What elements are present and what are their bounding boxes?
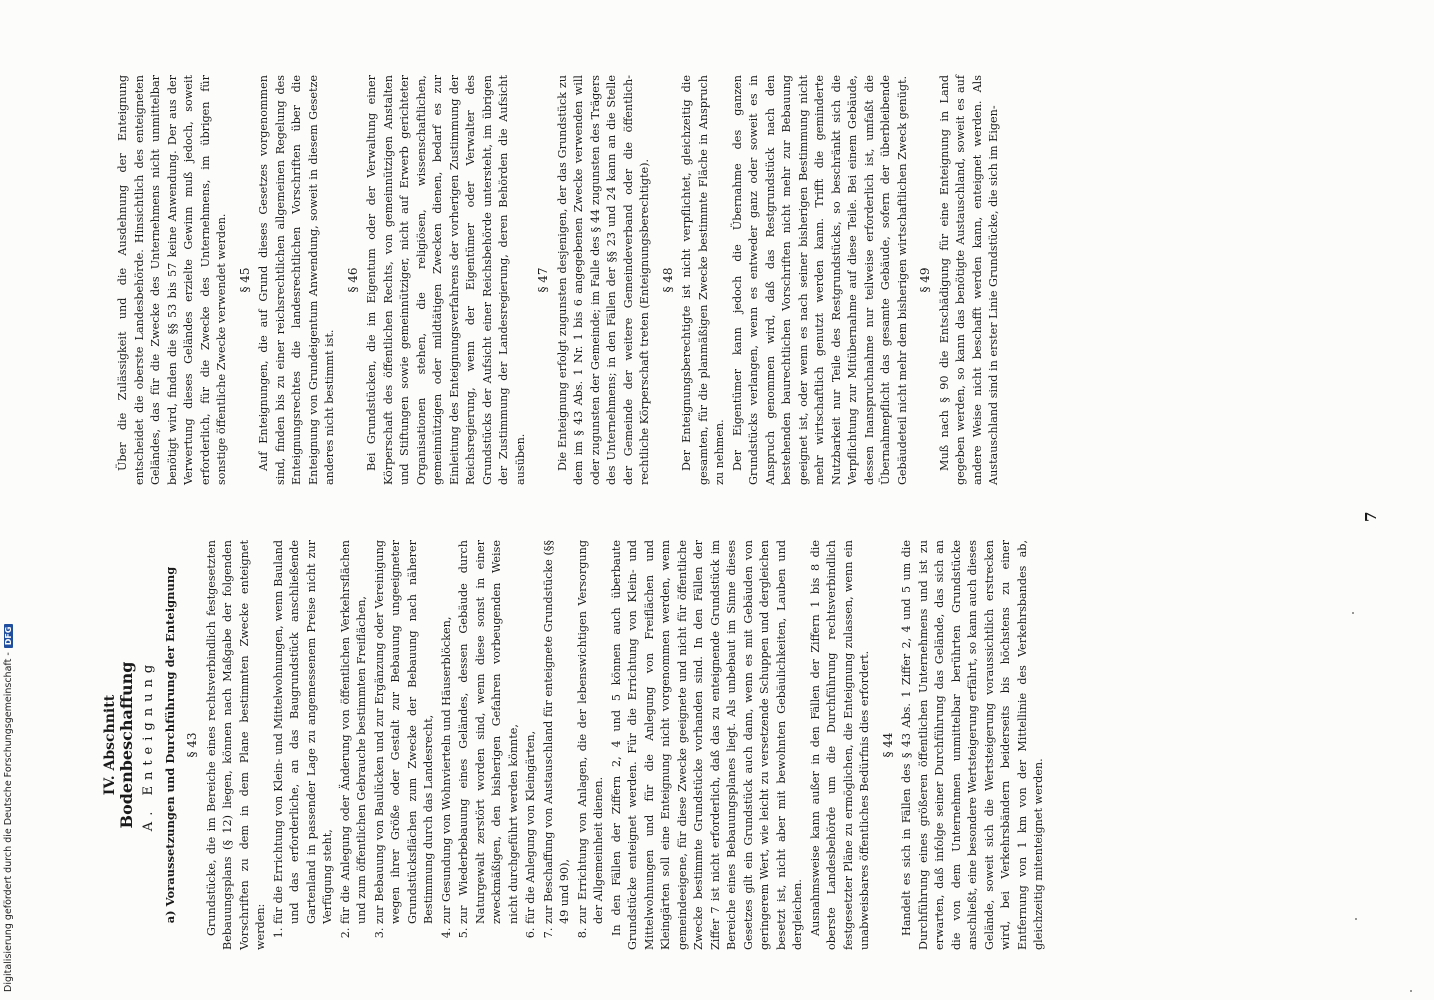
- section-label: § 45: [237, 267, 252, 293]
- paragraph: Ausnahmsweise kann außer in den Fällen der Ziffern 1 bis 8 die oberste Landesbehörde um die Durchführung rechtsverbindlich festgesetzter Pläne zu ermöglichen, die Enteignung zulassen, wenn ein unabweisbares öffentliches Bedürfnis dies erfordert.: [808, 540, 871, 950]
- subsection-heading: A. Enteignung: [141, 658, 156, 832]
- list-item: 8. zur Errichtung von Anlagen, die der lebenswichtigen Versorgung der Allgemeinheit dienen.: [575, 540, 608, 924]
- section-label: § 48: [660, 267, 675, 293]
- list-item: 2. für die Anlegung oder Änderung von öffentlichen Verkehrsflächen und zum öffentlichen Gebrauche bestimmten Freiflächen,: [338, 540, 371, 924]
- paragraph: Der Enteignungsberechtigte ist nicht verpflichtet, gleichzeitig die gesamten, für die planmäßigen Zwecke bestimmte Fläche in Anspruch zu nehmen.: [680, 75, 726, 485]
- list-item: 1. für die Errichtung von Klein- und Mittelwohnungen, wenn Bauland und das erforderliche, an das Baugrundstück anschließende Gartenland in passender Lage zu angemessenem Preise nicht zur Verfügung steht,: [271, 540, 337, 924]
- paragraph: Über die Zulässigkeit und die Ausdehnung der Enteignung entscheidet die oberste Landesbehörde. Hinsichtlich des enteigneten Geländes, das für die Zwecke des Unternehmens nicht unmittelbar benötigt wird, finden die §§ 53 bis 57 keine Anwendung. Der aus der Verwertung dieses Geländes erzielte Gewinn muß jedoch, soweit erforderlich, für die Zwecke des Unternehmens, im übrigen für sonstige öffentliche Zwecke verwendet werden.: [116, 75, 228, 485]
- left-column: [100, 540, 1390, 950]
- list-item: 3. zur Bebauung von Baulücken und zur Ergänzung oder Vereinigung wegen ihrer Größe oder Gestalt zur Bebauung ungeeigneter Grundstücksflächen zum Zwecke der Bebauung nach näherer Bestimmung durch das Landesrecht,: [372, 540, 438, 924]
- footer-text: Digitalisierung gefördert durch die Deutsche Forschungsgemeinschaft -: [3, 652, 14, 992]
- paragraph: Grundstücke, die im Bereiche eines rechtsverbindlich festgesetzten Bebauungsplans (§ 12) liegen, können nach Maßgabe der folgenden Vorschriften zu dem in dem Plane bestimmten Zwecke enteignet werden:: [204, 540, 267, 950]
- section-label: § 44: [880, 732, 895, 758]
- paragraph: Bei Grundstücken, die im Eigentum oder der Verwaltung einer Körperschaft des öffentlichen Rechts, von gemeinnützigen Anstalten und Stiftungen sowie gemeinnütziger, nicht auf Erwerb gerichteter Organisationen stehen, die religiösen, wissenschaftlichen, gemeinnützigen oder mildtätigen Zwecken dienen, bedarf es zur Einleitung des Enteignungsverfahrens der vorherigen Zustimmung der Reichsregierung, wenn der Eigentümer oder Verwalter des Grundstücks der Aufsicht einer Reichsbehörde untersteht, im übrigen der Zustimmung der Landesregierung, deren Behörden die Aufsicht ausüben.: [365, 75, 527, 485]
- paragraph: Auf Enteignungen, die auf Grund dieses Gesetzes vorgenommen sind, finden bis zu einer reichsrechtlichen allgemeinen Regelung des Enteignungsrechtes die landesrechtlichen Vorschriften über die Enteignung von Grundeigentum Anwendung, soweit in diesem Gesetze anderes nicht bestimmt ist.: [257, 75, 336, 485]
- paragraph: Muß nach § 90 die Entschädigung für eine Enteignung in Land gegeben werden, so kann das benötigte Austauschland, soweit es auf andere Weise nicht beschafft werden kann, enteignet werden. Als Austauschland sind in erster Linie Grundstücke, die sich im Eigen-: [937, 75, 1000, 485]
- list-item: 5. zur Wiederbebauung eines Geländes, dessen Gebäude durch Naturgewalt zerstört worden sind, wenn diese sonst in einer zweckmäßigen, den bisherigen Gefahren vorbeugenden Weise nicht durchgeführt werden könnte,: [456, 540, 522, 924]
- enteignung-list: [271, 540, 608, 950]
- paragraph: Die Enteignung erfolgt zugunsten desjenigen, der das Grundstück zu dem im § 43 Abs. 1 Nr. 1 bis 6 angegebenen Zwecke verwenden will oder zugunsten der Gemeinde; im Falle des § 44 zugunsten des Trägers des Unternehmens; in den Fällen der §§ 23 und 24 kann an die Stelle der Gemeinde der weitere Gemeindeverband oder die öffentlich-rechtliche Körperschaft treten (Enteignungsberechtigte).: [555, 75, 651, 485]
- paragraph: In den Fällen der Ziffern 2, 4 und 5 können auch überbaute Grundstücke enteignet werden. Für die Errichtung von Klein- und Mittelwohnungen und für die Anlegung von Freiflächen und Kleingärten soll eine Enteignung nicht vorgenommen werden, wenn gemeindeeigene, für diese Zwecke geeignete und nicht für öffentliche Zwecke bestimmte Grundstücke vorhanden sind. In den Fällen der Ziffer 7 ist nicht erforderlich, daß das zu enteignende Grundstück im Bereiche eines Bebauungsplanes liegt. Als unbebaut im Sinne dieses Gesetzes gilt ein Grundstück auch dann, wenn es mit Gebäuden von geringerem Wert, wie leicht zu versetzende Schuppen und dergleichen besetzt ist, nicht aber mit bewohnten Gebäulichkeiten, Lauben und dergleichen.: [609, 540, 804, 950]
- part-title: Bodenbeschaffung: [116, 661, 136, 829]
- paragraph: Der Eigentümer kann jedoch die Übernahme des ganzen Grundstücks verlangen, wenn es entweder ganz oder soweit es in Anspruch genommen wird, daß das Restgrundstück nach den bestehenden baurechtlichen Vorschriften nicht mehr zur Bebauung geeignet ist, oder wenn es nach seiner bisherigen Bestimmung nicht mehr wirtschaftlich genutzt werden kann. Trifft die geminderte Nutzbarkeit nur Teile des Restgrundstücks, so beschränkt sich die Verpflichtung zur Mitübernahme auf diese Teile. Bei einem Gebäude, dessen Inanspruchnahme nur teilweise erforderlich ist, umfaßt die Übernahmepflicht das gesamte Gebäude, sofern der überbleibende Gebäudeteil nicht mehr dem bisherigen wirtschaftlichen Zweck genügt.: [730, 75, 909, 485]
- section-label: § 49: [918, 267, 932, 293]
- section-label: § 47: [536, 267, 550, 293]
- section-label: § 46: [345, 267, 360, 293]
- right-column: [115, 75, 1415, 485]
- digitization-footer: [3, 624, 14, 992]
- list-item: 6. für die Anlegung von Kleingärten,: [523, 540, 540, 924]
- subsubsection-heading: a) Voraussetzungen und Durchführung der Enteignung: [162, 566, 177, 924]
- dfg-logo: DFG: [4, 624, 13, 649]
- list-item: 7. zur Beschaffung von Austauschland für enteignete Grundstücke (§§ 49 und 90),: [541, 540, 574, 924]
- section-label: § 43: [185, 732, 199, 758]
- part-heading: IV. Abschnitt: [102, 694, 118, 796]
- paragraph: Handelt es sich in Fällen des § 43 Abs. 1 Ziffer 2, 4 und 5 um die Durchführung eines größeren öffentlichen Unternehmens und ist zu erwarten, daß infolge seiner Durchführung das Gelände, das sich an die von dem Unternehmen unmittelbar berührten Grundstücke anschließt, eine besondere Wertsteigerung erfährt, so kann auch dieses Gelände, soweit sich die Wertsteigerung voraussichtlich erstrecken wird, bei Verkehrsbändern beiderseits bis höchstens zu einer Entfernung von 1 km von der Mittellinie des Verkehrsbandes ab, gleichzeitig mitenteignet werden.: [900, 540, 1045, 950]
- list-item: 4. zur Gesundung von Wohnvierteln und Häuserblöcken,: [439, 540, 456, 924]
- page-number: 7: [1362, 511, 1380, 522]
